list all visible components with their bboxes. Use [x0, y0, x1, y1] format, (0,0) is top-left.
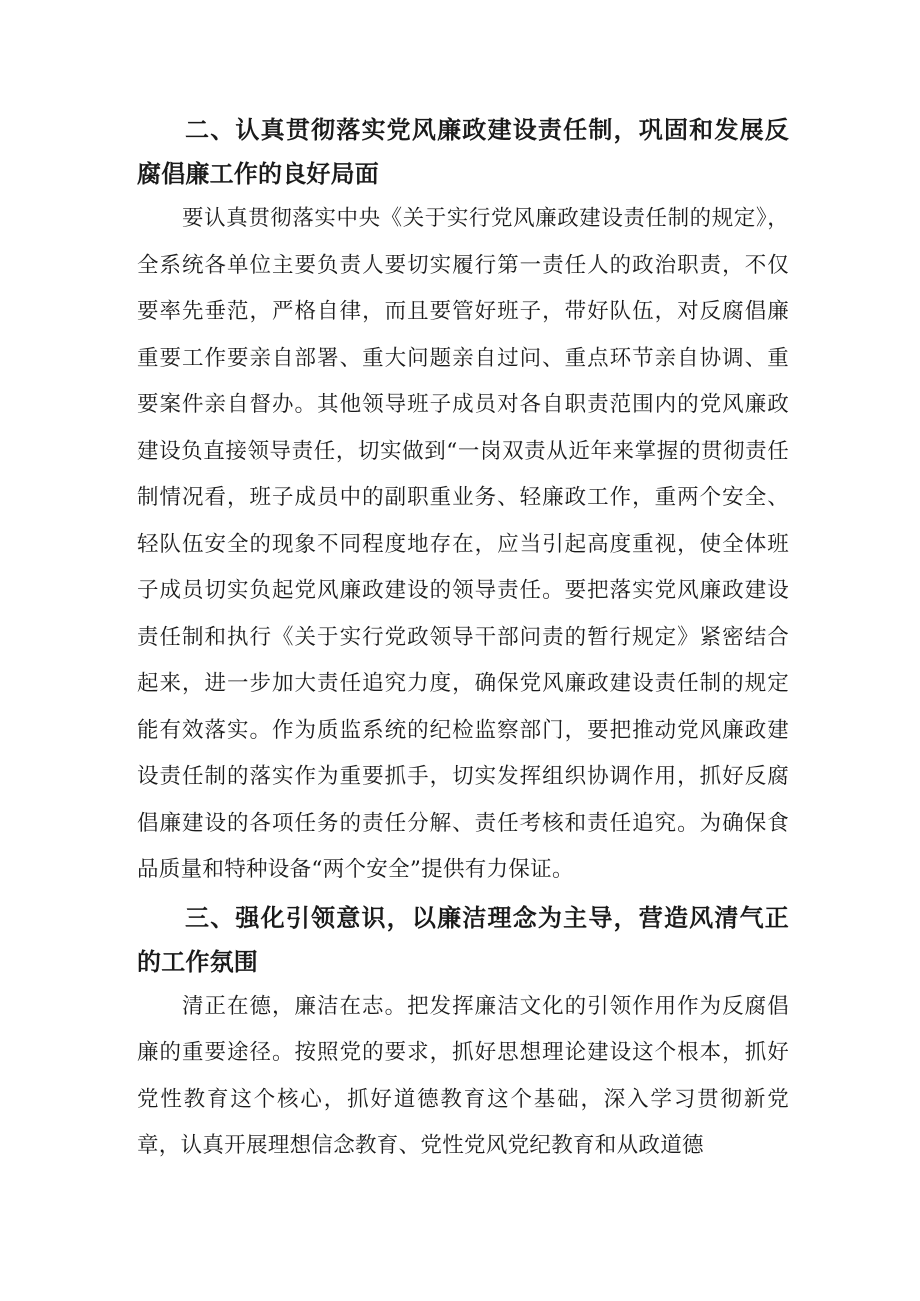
section-2 — [137, 108, 789, 894]
section-3 — [137, 896, 789, 1170]
section-paragraph: 要认真贯彻落实中央《关于实行党风廉政建设责任制的规定》，全系统各单位主要负责人要切实履行第一责任人的政治职责，不仅要率先垂范，严格自律，而且要管好班子，带好队伍，对反腐倡廉重要工作要亲自部署、重大问题亲自过问、重点环节亲自协调、重要案件亲自督办。其他领导班子成员对各自职责范围内的党风廉政建设负直接领导责任，切实做到“一岗双责从近年来掌握的贯彻责任制情况看，班子成员中的副职重业务、轻廉政工作，重两个安全、轻队伍安全的现象不同程度地存在，应当引起高度重视，使全体班子成员切实负起党风廉政建设的领导责任。要把落实党风廉政建设责任制和执行《关于实行党政领导干部问责的暂行规定》紧密结合起来，进一步加大责任追究力度，确保党风廉政建设责任制的规定能有效落实。作为质监系统的纪检监察部门，要把推动党风廉政建设责任制的落实作为重要抓手，切实发挥组织协调作用，抓好反腐倡廉建设的各项任务的责任分解、责任考核和责任追究。为确保食品质量和特种设备“两个安全”提供有力保证。 — [137, 206, 789, 882]
section-heading: 二、认真贯彻落实党风廉政建设责任制，巩固和发展反腐倡廉工作的良好局面 — [137, 116, 789, 188]
section-heading: 三、强化引领意识，以廉洁理念为主导，营造风清气正的工作氛围 — [137, 903, 789, 976]
section-paragraph: 清正在德，廉洁在志。把发挥廉洁文化的引领作用作为反腐倡廉的重要途径。按照党的要求，抓好思想理论建设这个根本，抓好党性教育这个核心，抓好道德教育这个基础，深入学习贯彻新党章，认真开展理想信念教育、党性党风党纪教育和从政道德 — [137, 993, 789, 1158]
document-page — [137, 108, 789, 1170]
